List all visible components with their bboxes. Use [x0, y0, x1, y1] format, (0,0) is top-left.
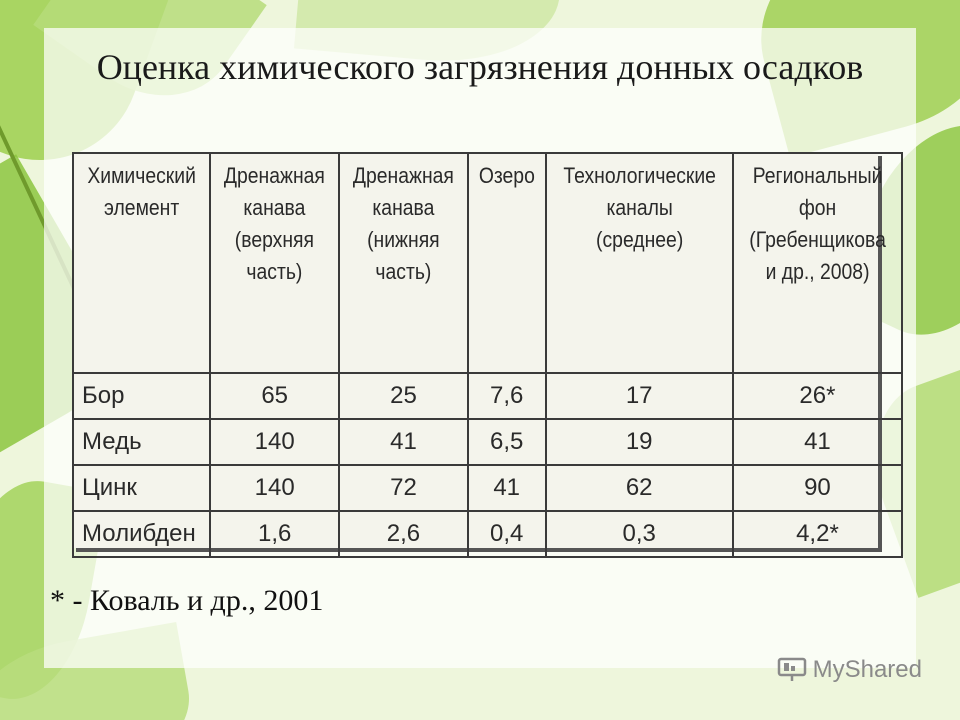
footnote: * - Коваль и др., 2001 [50, 584, 324, 617]
value-cell: 41 [339, 419, 468, 465]
value-cell: 41 [468, 465, 546, 511]
value-cell: 65 [210, 373, 339, 419]
value-cell: 62 [546, 465, 733, 511]
value-cell: 26* [733, 373, 902, 419]
value-cell: 2,6 [339, 511, 468, 557]
element-name-cell: Бор [73, 373, 210, 419]
value-cell: 6,5 [468, 419, 546, 465]
value-cell: 17 [546, 373, 733, 419]
value-cell: 41 [733, 419, 902, 465]
value-cell: 72 [339, 465, 468, 511]
table-row [73, 511, 902, 557]
pollution-table [72, 152, 903, 558]
table-row [73, 373, 902, 419]
column-header: Технологические каналы (среднее) [557, 153, 722, 373]
element-name-cell: Медь [73, 419, 210, 465]
table-row [73, 465, 902, 511]
value-cell: 0,3 [546, 511, 733, 557]
value-cell: 4,2* [733, 511, 902, 557]
value-cell: 140 [210, 465, 339, 511]
table-header-row [73, 153, 902, 373]
column-header: Химический элемент [81, 153, 202, 373]
element-name-cell: Молибден [73, 511, 210, 557]
presentation-icon [777, 657, 807, 683]
brand-name: MyShared [812, 656, 922, 683]
column-header: Дренажная канава (верхняя часть) [218, 153, 331, 373]
column-header: Дренажная канава (нижняя часть) [347, 153, 460, 373]
value-cell: 7,6 [468, 373, 546, 419]
brand-watermark [777, 656, 922, 684]
value-cell: 90 [733, 465, 902, 511]
data-table-container [72, 152, 886, 548]
value-cell: 1,6 [210, 511, 339, 557]
column-header: Региональный фон (Гребенщикова и др., 2008) [743, 153, 892, 373]
slide-title: Оценка химического загрязнения донных осадков [96, 47, 864, 87]
value-cell: 19 [546, 419, 733, 465]
element-name-cell: Цинк [73, 465, 210, 511]
value-cell: 0,4 [468, 511, 546, 557]
value-cell: 25 [339, 373, 468, 419]
column-header: Озеро [473, 153, 541, 373]
value-cell: 140 [210, 419, 339, 465]
table-row [73, 419, 902, 465]
